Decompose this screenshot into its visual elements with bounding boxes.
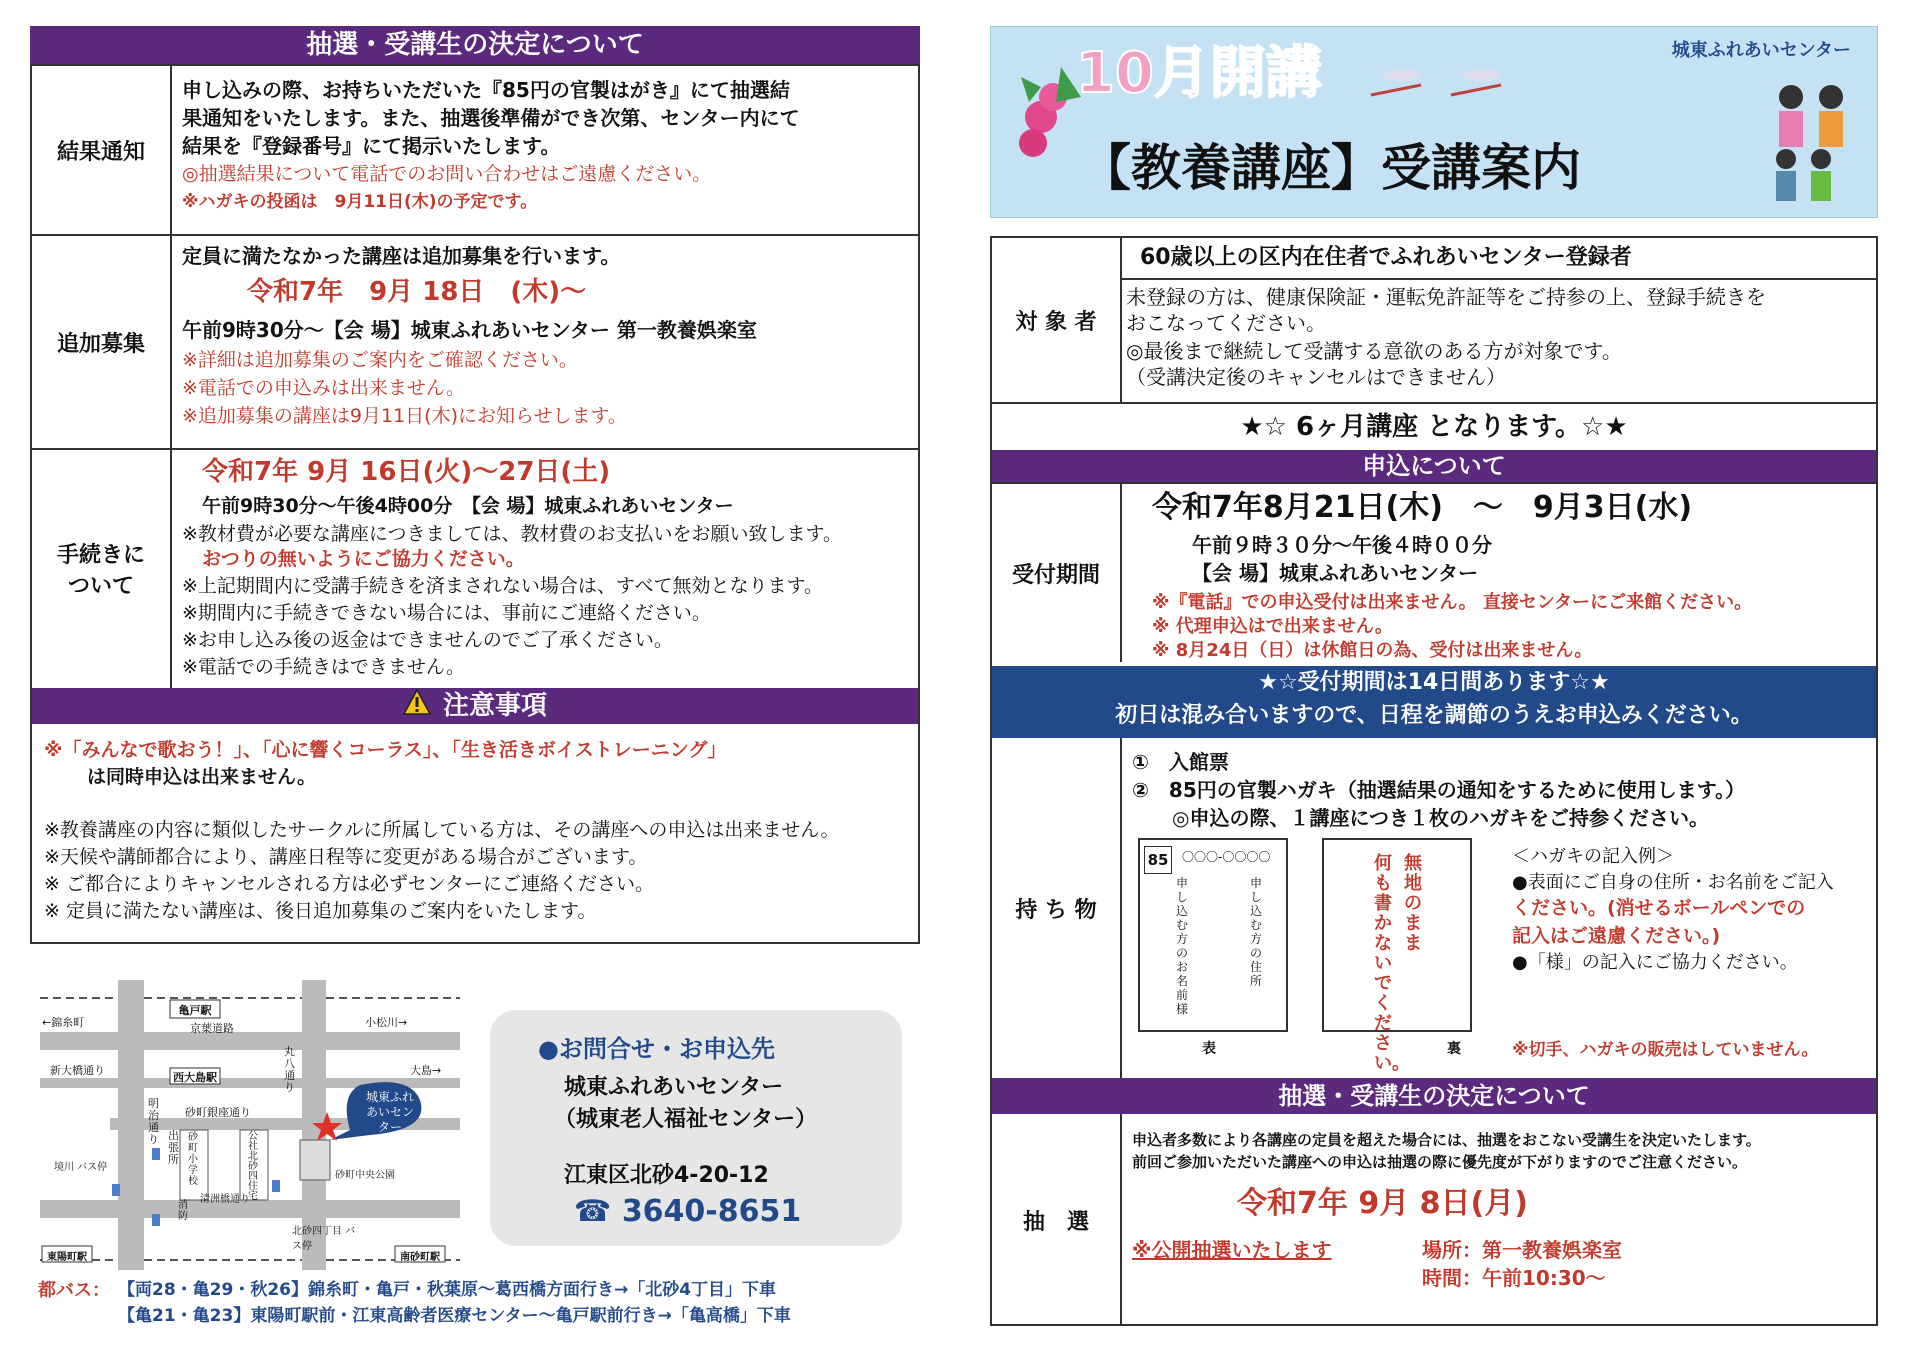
map-kameido: 亀戸駅 — [178, 1004, 212, 1017]
procedure-line5: ※期間内に手続きできない場合には、事前にご連絡ください。 — [182, 602, 711, 624]
map-komatsugawa: 小松川→ — [365, 1016, 408, 1029]
contact-phone: 3640-8651 — [621, 1194, 802, 1229]
access-map — [40, 970, 460, 1270]
target-line4: ◎最後まで継続して受講する意欲のある方が対象です。 — [1126, 339, 1622, 363]
items-1: ① 入館票 — [1132, 750, 1229, 774]
map-toyocho: 東陽町駅 — [47, 1252, 87, 1263]
additional-line4: ※電話での申込みは出来ません。 — [182, 377, 466, 399]
caution-line1: ※「みんなで歌おう！」、「心に響くコーラス」、「生き活きボイストレーニング」 — [44, 739, 727, 761]
contact-phone-row — [574, 1194, 801, 1230]
result-line3: 結果を『登録番号』にて掲示いたします。 — [182, 134, 561, 158]
result-label: 結果通知 — [32, 66, 172, 234]
lottery-title-left: 抽選・受講生の決定について — [30, 26, 920, 64]
map-school2: 公社北砂四住宅 — [248, 1131, 258, 1202]
postcard-addr: 申し込む方の住所 — [1250, 876, 1263, 988]
procedure-line4: ※上記期間内に受講手続きを済まされない場合は、すべて無効となります。 — [182, 575, 824, 597]
bus-route2: 【亀21・亀23】東陽町駅前・江東高齢者医療センター～亀戸駅前行き→「亀高橋」下車 — [118, 1306, 791, 1326]
right-info-table — [990, 236, 1878, 1326]
procedure-line6: ※お申し込み後の返金はできませんのでご了承ください。 — [182, 629, 673, 651]
postcard-front-label: 表 — [1202, 1041, 1216, 1057]
caution-header — [32, 688, 918, 724]
example-3: 記入はご遠慮ください。) — [1512, 925, 1721, 947]
people-icon — [1761, 77, 1861, 211]
map-joto: 城東ふれあいセンター — [365, 1090, 414, 1134]
map-keiyo: 京葉道路 — [190, 1022, 234, 1035]
banner-title1: 10月開講 — [1076, 41, 1322, 106]
banner-center: 城東ふれあいセンター — [1671, 40, 1851, 61]
postcard-blank: 何も書かないでください。 — [1374, 853, 1410, 1074]
map-meiji: 明治通り — [148, 1097, 159, 1146]
left-info-table — [30, 64, 920, 944]
contact-box — [490, 1010, 902, 1246]
map-kinshicho: ←錦糸町 — [42, 1016, 85, 1029]
period-venue: 【会 場】城東ふれあいセンター — [1192, 561, 1479, 585]
map-minamisuna: 南砂町駅 — [400, 1252, 440, 1263]
example-5: ※切手、ハガキの販売はしていません。 — [1512, 1040, 1819, 1060]
map-sunamachi: 砂町銀座通り — [185, 1106, 251, 1119]
caution-line2: は同時申込は出来ません。 — [87, 766, 317, 788]
caution-line6: ※ 定員に満たない講座は、後日追加募集のご案内をいたします。 — [44, 900, 597, 922]
map-maruhachi: 丸八通り — [284, 1045, 295, 1094]
procedure-label-1: 手続きに — [56, 543, 145, 568]
banner-title2: 【教養講座】受講案内 — [1081, 139, 1581, 197]
result-line2: 果通知をいたします。また、抽選後準備ができ次第、センター内にて — [182, 106, 800, 130]
additional-line3: ※詳細は追加募集のご案内をご確認ください。 — [182, 349, 578, 371]
lottery-public: ※公開抽選いたします — [1132, 1238, 1332, 1262]
postcard-front — [1138, 838, 1288, 1032]
period-note2: ※ 代理申込はで出来ません。 — [1152, 616, 1393, 637]
map-sunachuo: 砂町中央公園 — [335, 1170, 395, 1181]
warning-icon — [403, 689, 431, 725]
target-line2: 未登録の方は、健康保険証・運転免許証等をご持参の上、登録手続きを — [1126, 285, 1766, 309]
example-4: ●「様」の記入にご協力ください。 — [1512, 952, 1798, 973]
map-nishioshima: 西大島駅 — [173, 1071, 217, 1084]
example-2: ください。(消せるボールペンでの — [1512, 897, 1806, 919]
result-line4: ◎抽選結果について電話でのお問い合わせはご遠慮ください。 — [182, 163, 712, 185]
target-label: 対 象 者 — [992, 238, 1122, 402]
contact-title: ●お問合せ・お申込先 — [538, 1035, 775, 1063]
lottery-title-right: 抽選・受講生の決定について — [992, 1078, 1876, 1114]
map-sakaigawa: 境川 バス停 — [54, 1162, 108, 1173]
procedure-label — [32, 450, 172, 688]
apply-title: 申込について — [992, 450, 1876, 482]
contact-address: 江東区北砂4-20-12 — [564, 1163, 769, 1188]
bus-route1: 【両28・亀29・秋26】錦糸町・亀戸・秋葉原～葛西橋方面行き→「北砂4丁目」下車 — [118, 1280, 777, 1300]
caution-title: 注意事項 — [442, 691, 547, 721]
lottery-time: 時間：午前10:30～ — [1422, 1266, 1606, 1290]
period-note3: ※ 8月24日（日）は休館日の為、受付は出来ません。 — [1152, 640, 1593, 661]
map-ojima: 大島→ — [410, 1064, 442, 1077]
postcard-back — [1322, 838, 1472, 1074]
days-notice-2: 初日は混み合いますので、日程を調節のうえお申込みください。 — [1115, 703, 1753, 728]
items-label: 持 ち 物 — [992, 738, 1122, 1078]
lottery-place: 場所：第一教養娯楽室 — [1422, 1238, 1622, 1262]
target-line3: おこなってください。 — [1126, 311, 1326, 335]
days-notice-1: ★☆受付期間は14日間あります☆★ — [1258, 670, 1610, 695]
contact-sub: （城東老人福祉センター） — [554, 1107, 818, 1132]
procedure-line7: ※電話での手続きはできません。 — [182, 656, 466, 678]
target-line1: 60歳以上の区内在住者でふれあいセンター登録者 — [1140, 245, 1632, 270]
lottery-line2: 前回ご参加いただいた講座への申込は抽選の際に優先度が下がりますのでご注意ください。 — [1132, 1153, 1748, 1171]
map-kiyosu: 清洲橋通り — [200, 1194, 250, 1205]
postcard-zip: 〇〇〇-〇〇〇〇 — [1182, 850, 1271, 864]
map-kitasuna: 北砂四丁目 バス停 — [292, 1226, 356, 1252]
procedure-date: 令和7年 9月 16日(火)～27日(土) — [202, 457, 611, 487]
map-shinohashi: 新大橋通り — [50, 1064, 105, 1077]
contact-name: 城東ふれあいセンター — [564, 1075, 784, 1100]
target-line5: （受講決定後のキャンセルはできません） — [1126, 365, 1506, 389]
additional-date: 令和7年 9月 18日 (木)～ — [247, 277, 587, 307]
procedure-line2: ※教材費が必要な講座につきましては、教材費のお支払いをお願い致します。 — [182, 523, 843, 545]
items-2: ② 85円の官製ハガキ（抽選結果の通知をするために使用します。） — [1132, 778, 1746, 802]
six-month-notice — [992, 404, 1876, 450]
additional-label: 追加募集 — [32, 236, 172, 448]
map-school: 砂町小学校 — [188, 1132, 198, 1187]
period-date: 令和7年8月21日(木) ～ 9月3日(水) — [1152, 490, 1693, 525]
result-line5: ※ハガキの投函は 9月11日(木)の予定です。 — [182, 192, 538, 212]
caution-line5: ※ ご都合によりキャンセルされる方は必ずセンターにご連絡ください。 — [44, 873, 655, 895]
bus-label: 都バス： — [38, 1280, 110, 1301]
lottery-date: 令和7年 9月 8日(月) — [1237, 1186, 1528, 1221]
lottery-label: 抽 選 — [992, 1114, 1122, 1326]
procedure-line3: おつりの無いようにご協力ください。 — [202, 548, 525, 570]
procedure-line1: 午前9時30分～午後4時00分 【会 場】城東ふれあいセンター — [202, 495, 734, 517]
map-fire: 消防 — [178, 1200, 188, 1222]
postcard-blank2: 無地のまま — [1404, 853, 1422, 954]
additional-line5: ※追加募集の講座は9月11日(木)にお知らせします。 — [182, 405, 627, 427]
additional-line2: 午前9時30分～【会 場】城東ふれあいセンター 第一教養娯楽室 — [182, 318, 757, 342]
period-note1: ※『電話』での申込受付は出来ません。 直接センターにご来館ください。 — [1152, 592, 1753, 613]
banner — [990, 26, 1878, 218]
caution-line3: ※教養講座の内容に類似したサークルに所属している方は、その講座への申込は出来ません。 — [44, 819, 840, 841]
example-title: ＜ハガキの記入例＞ — [1512, 846, 1674, 867]
six-month-text: ★☆ 6ヶ月講座 となります。☆★ — [1240, 412, 1628, 442]
postcard-back-label: 裏 — [1447, 1041, 1461, 1057]
period-time: 午前９時３０分～午後４時００分 — [1192, 533, 1492, 557]
example-1: ●表面にご自身の住所・お名前をご記入 — [1512, 872, 1834, 893]
items-3: ◎申込の際、１講座につき１枚のハガキをご持参ください。 — [1172, 806, 1710, 830]
dragonfly-icon — [1361, 55, 1521, 119]
procedure-label-2: ついて — [67, 574, 134, 599]
map-post: 出張所 — [168, 1129, 179, 1166]
caution-line4: ※天候や講師都合により、講座日程等に変更がある場合がございます。 — [44, 846, 648, 868]
stamp-box: 85 — [1144, 846, 1172, 874]
lottery-line1: 申込者多数により各講座の定員を超えた場合には、抽選をおこない受講生を決定いたします。 — [1132, 1131, 1761, 1149]
additional-line1: 定員に満たなかった講座は追加募集を行います。 — [182, 244, 621, 268]
result-line1: 申し込みの際、お持ちいただいた『85円の官製はがき』にて抽選結 — [182, 78, 790, 102]
postcard-name: 申し込む方のお名前 様 — [1176, 876, 1201, 1016]
period-label: 受付期間 — [992, 482, 1122, 662]
phone-icon: ☎ — [574, 1194, 622, 1229]
days-notice — [992, 666, 1876, 738]
